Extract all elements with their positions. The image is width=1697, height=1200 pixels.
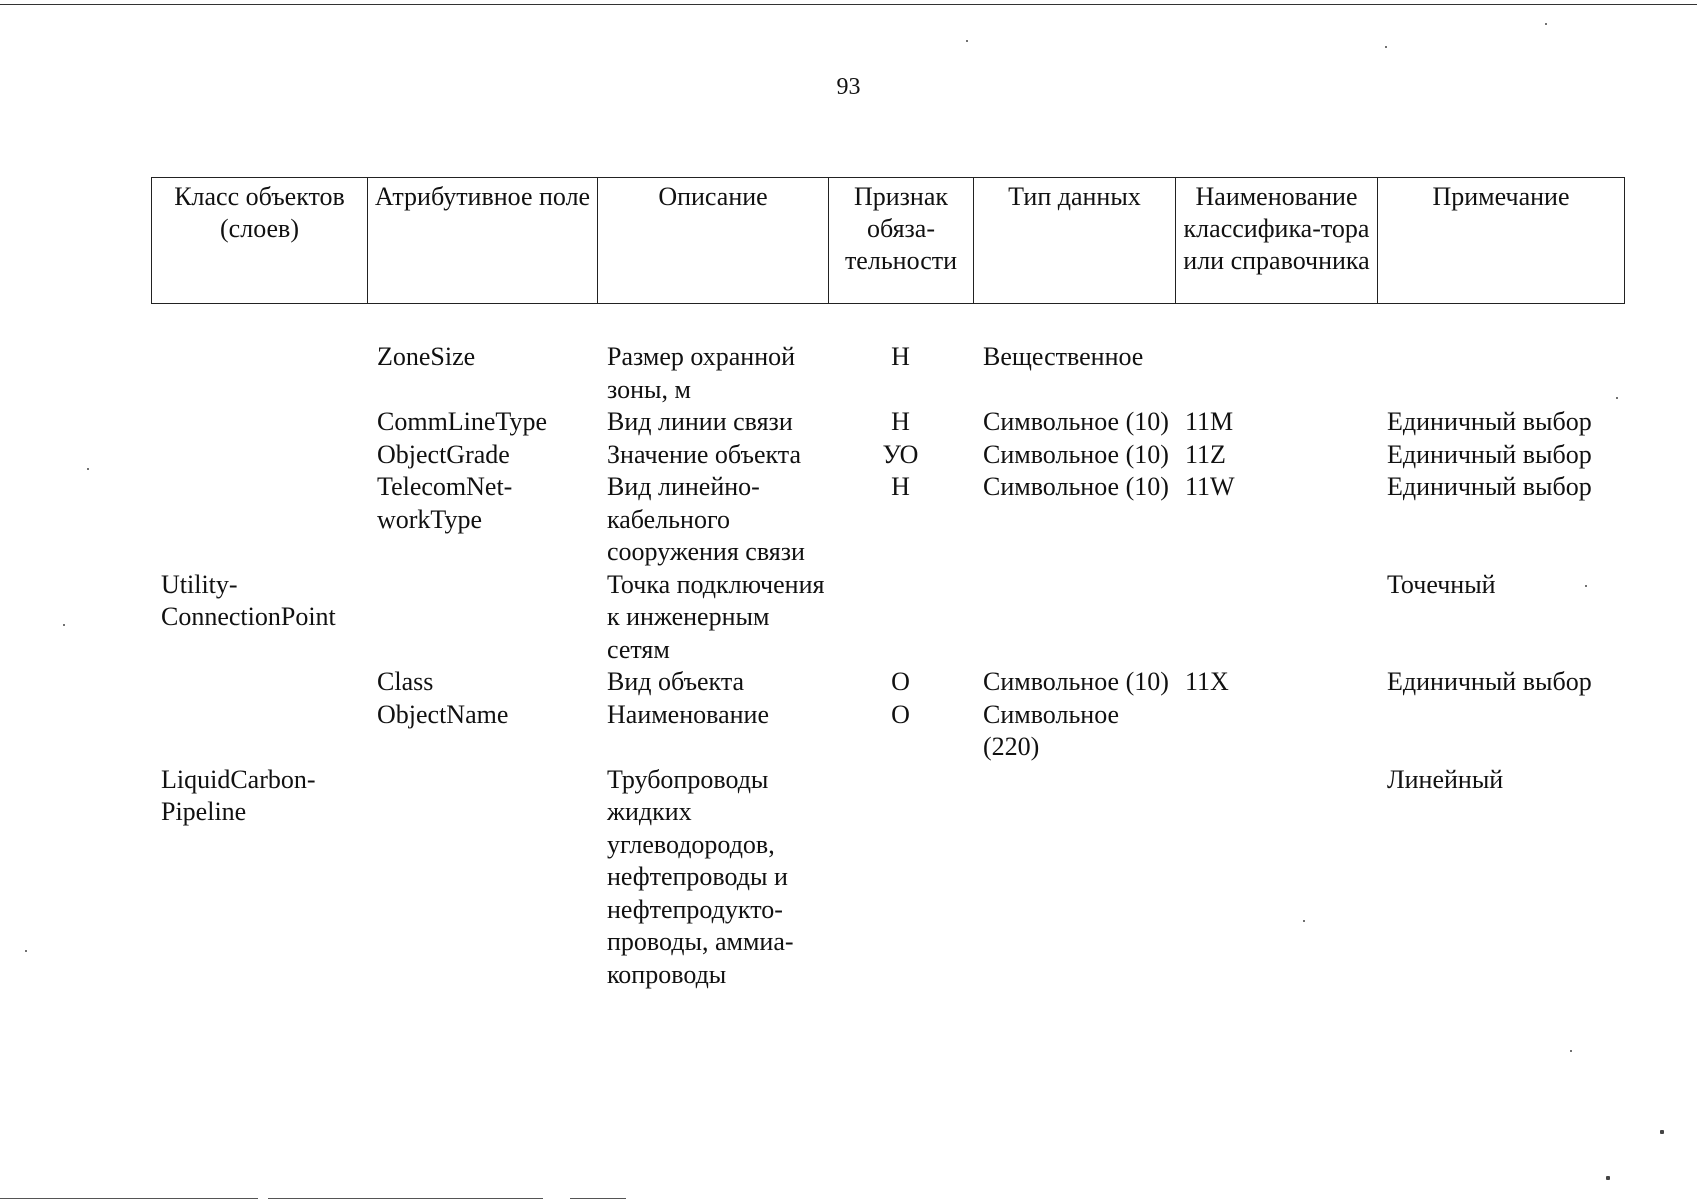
scan-speck — [1616, 397, 1618, 399]
cell-note: Единичный выбор — [1387, 472, 1592, 501]
cell-required — [828, 764, 973, 992]
table-row — [151, 699, 1624, 764]
cell-attribute-field — [367, 569, 597, 667]
header-attribute-field: Атрибутивное поле — [368, 178, 598, 304]
scan-speck — [63, 624, 65, 626]
header-class: Класс объектов (слоев) — [152, 178, 368, 304]
table-body — [151, 341, 1624, 991]
table-row — [151, 764, 1624, 992]
scan-speck — [1303, 920, 1305, 922]
cell-data-type: Вещественное — [983, 342, 1144, 371]
header-note: Примечание — [1378, 178, 1625, 304]
cell-class — [151, 699, 367, 764]
header-classifier: Наименование классифика-тора или справочника — [1176, 178, 1378, 304]
cell-required: Н — [891, 342, 910, 371]
cell-classifier: 11W — [1185, 472, 1235, 501]
cell-required: О — [891, 699, 910, 729]
top-rule — [0, 4, 1697, 5]
cell-class — [151, 666, 367, 699]
cell-classifier: 11X — [1185, 667, 1229, 696]
cell-classifier — [1175, 699, 1377, 764]
header-data-type: Тип данных — [974, 178, 1176, 304]
cell-description: Вид объекта — [607, 667, 745, 696]
cell-required — [828, 569, 973, 667]
scan-speck — [1545, 23, 1547, 25]
cell-attribute-field — [367, 764, 597, 992]
cell-required: О — [891, 667, 910, 696]
cell-note: Единичный выбор — [1387, 667, 1592, 696]
cell-description: Вид линии связи — [607, 407, 793, 436]
cell-note: Единичный выбор — [1387, 407, 1592, 436]
cell-data-type — [973, 569, 1175, 667]
cell-attribute-field: Class — [377, 667, 434, 696]
header-required: Признак обяза-тельности — [829, 178, 974, 304]
cell-description: Значение объекта — [607, 439, 801, 469]
header-description: Описание — [598, 178, 829, 304]
cell-note — [1377, 341, 1624, 406]
cell-data-type: Символьное (10) — [983, 439, 1169, 469]
scan-speck — [25, 950, 27, 952]
scan-speck — [966, 40, 968, 42]
table-row — [151, 406, 1624, 439]
table-row — [151, 341, 1624, 406]
cell-description: Наименование — [607, 699, 769, 729]
cell-data-type: Символьное (220) — [983, 699, 1120, 761]
cell-note: Точечный — [1387, 569, 1496, 599]
cell-note — [1377, 699, 1624, 764]
cell-class: LiquidCarbon-Pipeline — [161, 764, 316, 826]
cell-attribute-field: ObjectName — [377, 699, 509, 729]
cell-class — [151, 406, 367, 439]
cell-data-type: Символьное (10) — [983, 407, 1169, 436]
cell-data-type — [973, 764, 1175, 992]
cell-note: Единичный выбор — [1387, 439, 1592, 469]
table-row — [151, 439, 1624, 472]
cell-description: Размер охранной зоны, м — [607, 342, 796, 404]
cell-classifier: 11Z — [1185, 439, 1226, 469]
cell-attribute-field: CommLineType — [377, 407, 548, 436]
scan-speck — [1660, 1130, 1664, 1134]
cell-class — [151, 341, 367, 406]
cell-class — [151, 471, 367, 569]
scan-speck — [1585, 585, 1587, 587]
cell-description: Трубопроводы жидких углеводородов, нефтепроводы и нефтепродукто-проводы, аммиа-копроводы — [607, 764, 794, 989]
cell-attribute-field: ObjectGrade — [377, 439, 510, 469]
table-row — [151, 471, 1624, 569]
scan-speck — [1385, 46, 1387, 48]
cell-description: Точка подключения к инженерным сетям — [607, 569, 825, 664]
cell-class — [151, 439, 367, 472]
cell-required: Н — [891, 472, 910, 501]
cell-attribute-field: ZoneSize — [377, 342, 476, 371]
cell-description: Вид линейно-кабельного сооружения связи — [607, 472, 805, 566]
scan-speck — [1570, 1050, 1572, 1052]
cell-attribute-field: TelecomNet-workType — [377, 472, 513, 534]
cell-classifier — [1175, 341, 1377, 406]
cell-class: Utility-ConnectionPoint — [161, 569, 336, 631]
cell-classifier: 11M — [1185, 407, 1234, 436]
cell-required: Н — [891, 407, 910, 436]
cell-required: УО — [882, 439, 919, 469]
cell-classifier — [1175, 764, 1377, 992]
scan-speck — [87, 468, 89, 470]
page-number: 93 — [836, 74, 861, 100]
table-row — [151, 569, 1624, 667]
cell-data-type: Символьное (10) — [983, 667, 1169, 696]
cell-data-type: Символьное (10) — [983, 472, 1169, 501]
cell-classifier — [1175, 569, 1377, 667]
scan-speck — [1606, 1176, 1610, 1180]
cell-note: Линейный — [1387, 764, 1504, 794]
table-header — [151, 177, 1625, 304]
table-row — [151, 666, 1624, 699]
